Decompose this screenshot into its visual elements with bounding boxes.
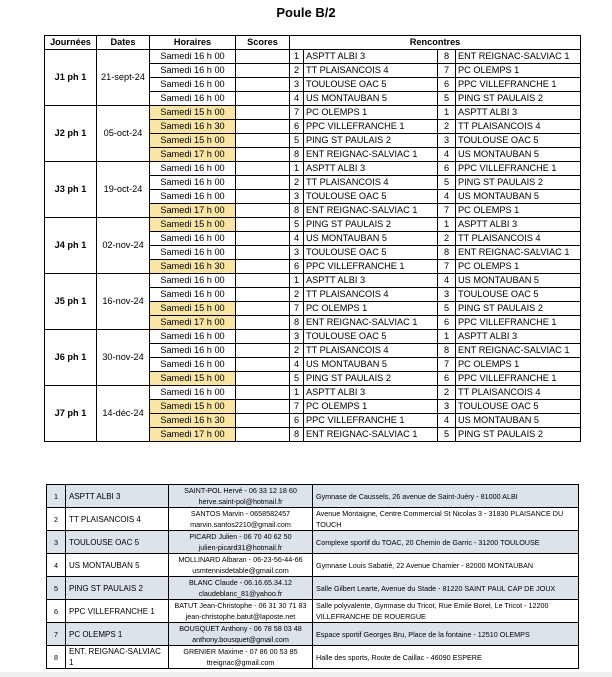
team2-number: 4 <box>438 148 456 162</box>
team2-name: PC OLEMPS 1 <box>456 204 581 218</box>
team2-number: 8 <box>438 50 456 64</box>
round-date: 30-nov-24 <box>97 330 150 386</box>
round-date: 21-sept-24 <box>97 50 150 106</box>
team2-number: 7 <box>438 204 456 218</box>
match-score-cell[interactable] <box>236 274 290 288</box>
round-label: J4 ph 1 <box>45 218 97 274</box>
round-date: 02-nov-24 <box>97 218 150 274</box>
team2-name: PING ST PAULAIS 2 <box>456 92 581 106</box>
match-time: Samedi 16 h 00 <box>150 232 236 246</box>
team2-number: 1 <box>438 330 456 344</box>
team1-name: ASPTT ALBI 3 <box>304 386 438 400</box>
contact-name-phone: GRENIER Maxime - 07 86 00 53 85 <box>183 647 298 656</box>
match-score-cell[interactable] <box>236 330 290 344</box>
match-time: Samedi 15 h 00 <box>150 106 236 120</box>
match-score-cell[interactable] <box>236 288 290 302</box>
match-time: Samedi 17 h 00 <box>150 148 236 162</box>
team2-name: TT PLAISANCOIS 4 <box>456 386 581 400</box>
team2-name: TOULOUSE OAC 5 <box>456 288 581 302</box>
team2-name: ENT REIGNAC-SALVIAC 1 <box>456 246 581 260</box>
match-row <box>45 106 581 120</box>
team1-name: ASPTT ALBI 3 <box>304 50 438 64</box>
team2-name: ASPTT ALBI 3 <box>456 330 581 344</box>
team1-number: 2 <box>290 64 304 78</box>
team2-name: PING ST PAULAIS 2 <box>456 302 581 316</box>
match-score-cell[interactable] <box>236 218 290 232</box>
team1-number: 1 <box>290 274 304 288</box>
contact-row <box>47 577 579 600</box>
match-time: Samedi 15 h 00 <box>150 372 236 386</box>
match-score-cell[interactable] <box>236 344 290 358</box>
team1-number: 8 <box>290 204 304 218</box>
match-row <box>45 218 581 232</box>
contact-name-phone: SAINT-POL Hervé - 06 33 12 18 60 <box>184 486 297 495</box>
team2-number: 2 <box>438 386 456 400</box>
team2-number: 7 <box>438 358 456 372</box>
team2-name: PPC VILLEFRANCHE 1 <box>456 316 581 330</box>
team1-name: TOULOUSE OAC 5 <box>304 330 438 344</box>
match-score-cell[interactable] <box>236 134 290 148</box>
team2-number: 2 <box>438 120 456 134</box>
match-score-cell[interactable] <box>236 358 290 372</box>
team1-name: PC OLEMPS 1 <box>304 302 438 316</box>
team1-number: 1 <box>290 50 304 64</box>
contact-row <box>47 554 579 577</box>
contact-email[interactable]: claudeblanc_81@yahoo.fr <box>198 589 283 598</box>
match-score-cell[interactable] <box>236 400 290 414</box>
team2-name: PING ST PAULAIS 2 <box>456 428 581 442</box>
team1-number: 7 <box>290 106 304 120</box>
match-score-cell[interactable] <box>236 176 290 190</box>
match-score-cell[interactable] <box>236 64 290 78</box>
team2-number: 5 <box>438 302 456 316</box>
contact-team: ENT. REIGNAC-SALVIAC 1 <box>66 646 169 669</box>
match-score-cell[interactable] <box>236 120 290 134</box>
contact-name-phone: MOLLINARD Albaran - 06-23-56-44-66 <box>178 555 303 564</box>
team1-name: ASPTT ALBI 3 <box>304 274 438 288</box>
team1-number: 7 <box>290 400 304 414</box>
team1-name: ENT REIGNAC-SALVIAC 1 <box>304 204 438 218</box>
match-time: Samedi 15 h 00 <box>150 400 236 414</box>
contact-number: 2 <box>47 508 66 531</box>
contacts-body <box>47 485 579 669</box>
team2-name: PPC VILLEFRANCHE 1 <box>456 372 581 386</box>
contact-number: 3 <box>47 531 66 554</box>
team1-name: TT PLAISANCOIS 4 <box>304 64 438 78</box>
match-score-cell[interactable] <box>236 316 290 330</box>
team1-name: TT PLAISANCOIS 4 <box>304 288 438 302</box>
match-score-cell[interactable] <box>236 372 290 386</box>
match-time: Samedi 15 h 00 <box>150 218 236 232</box>
team2-number: 6 <box>438 78 456 92</box>
match-score-cell[interactable] <box>236 50 290 64</box>
match-score-cell[interactable] <box>236 148 290 162</box>
match-time: Samedi 16 h 30 <box>150 260 236 274</box>
round-date: 19-oct-24 <box>97 162 150 218</box>
venue-address: Espace sportif Georges Bru, Place de la fontaine - 12510 OLEMPS <box>313 623 579 646</box>
team1-number: 7 <box>290 302 304 316</box>
match-score-cell[interactable] <box>236 190 290 204</box>
team2-name: PING ST PAULAIS 2 <box>456 176 581 190</box>
team1-name: TT PLAISANCOIS 4 <box>304 344 438 358</box>
contact-email[interactable]: ttreignac@gmail.com <box>206 658 275 667</box>
match-score-cell[interactable] <box>236 232 290 246</box>
header-dates: Dates <box>97 36 150 50</box>
match-row <box>45 162 581 176</box>
match-time: Samedi 16 h 00 <box>150 190 236 204</box>
team1-number: 4 <box>290 92 304 106</box>
team2-number: 6 <box>438 316 456 330</box>
contact-name-phone: PICARD Julien - 06 70 40 62 50 <box>189 532 292 541</box>
team2-number: 1 <box>438 218 456 232</box>
contact-number: 5 <box>47 577 66 600</box>
contact-person <box>169 623 313 646</box>
venue-address: Gymnase Louis Sabatié, 22 Avenue Chamier - 82000 MONTAUBAN <box>313 554 579 577</box>
team2-number: 4 <box>438 274 456 288</box>
match-time: Samedi 15 h 00 <box>150 134 236 148</box>
contacts-table <box>46 484 579 669</box>
team2-number: 4 <box>438 414 456 428</box>
team1-name: TT PLAISANCOIS 4 <box>304 176 438 190</box>
team2-name: US MONTAUBAN 5 <box>456 190 581 204</box>
team2-number: 5 <box>438 428 456 442</box>
match-score-cell[interactable] <box>236 414 290 428</box>
team1-number: 8 <box>290 316 304 330</box>
round-label: J2 ph 1 <box>45 106 97 162</box>
round-label: J5 ph 1 <box>45 274 97 330</box>
team2-name: PC OLEMPS 1 <box>456 260 581 274</box>
contact-email[interactable]: herve.saint-pol@hotmail.fr <box>198 497 283 506</box>
match-row <box>45 274 581 288</box>
team1-number: 5 <box>290 372 304 386</box>
contact-email[interactable]: usmtennisdetable@gmail.com <box>192 566 289 575</box>
team2-name: PPC VILLEFRANCHE 1 <box>456 162 581 176</box>
team1-number: 2 <box>290 288 304 302</box>
team2-name: US MONTAUBAN 5 <box>456 414 581 428</box>
round-date: 14-déc-24 <box>97 386 150 442</box>
match-time: Samedi 16 h 30 <box>150 120 236 134</box>
match-time: Samedi 16 h 00 <box>150 288 236 302</box>
match-time: Samedi 16 h 00 <box>150 176 236 190</box>
contact-person <box>169 531 313 554</box>
team1-number: 3 <box>290 246 304 260</box>
contact-person <box>169 600 313 623</box>
team1-name: PPC VILLEFRANCHE 1 <box>304 414 438 428</box>
contact-team: PPC VILLEFRANCHE 1 <box>66 600 169 623</box>
contact-row <box>47 485 579 508</box>
contact-name-phone: BATUT Jean-Christophe - 06 31 30 71 83 <box>174 601 307 610</box>
match-time: Samedi 16 h 00 <box>150 50 236 64</box>
team2-name: US MONTAUBAN 5 <box>456 148 581 162</box>
team2-number: 3 <box>438 134 456 148</box>
contact-number: 4 <box>47 554 66 577</box>
team1-number: 4 <box>290 358 304 372</box>
contact-row <box>47 508 579 531</box>
venue-address: Salle Gilbert Learte, Avenue du Stade - 81220 SAINT PAUL CAP DE JOUX <box>313 577 579 600</box>
match-time: Samedi 17 h 00 <box>150 316 236 330</box>
team2-name: ASPTT ALBI 3 <box>456 218 581 232</box>
team2-number: 5 <box>438 176 456 190</box>
team2-number: 7 <box>438 260 456 274</box>
contact-team: US MONTAUBAN 5 <box>66 554 169 577</box>
team2-number: 2 <box>438 232 456 246</box>
team1-number: 2 <box>290 344 304 358</box>
team1-name: PPC VILLEFRANCHE 1 <box>304 260 438 274</box>
match-score-cell[interactable] <box>236 106 290 120</box>
team1-number: 3 <box>290 78 304 92</box>
team2-name: ENT REIGNAC-SALVIAC 1 <box>456 344 581 358</box>
contact-email[interactable]: marvin.santos2210@gmail.com <box>190 520 291 529</box>
team1-name: ENT REIGNAC-SALVIAC 1 <box>304 316 438 330</box>
team1-number: 8 <box>290 148 304 162</box>
match-score-cell[interactable] <box>236 302 290 316</box>
team1-name: TOULOUSE OAC 5 <box>304 78 438 92</box>
team1-number: 6 <box>290 414 304 428</box>
team1-number: 2 <box>290 176 304 190</box>
venue-address: Salle polyvalente, Gymnase du Tricot, Rue Emile Borel, Le Tricot - 12200 VILLEFRANCHE DE ROUERGUE <box>313 600 579 623</box>
venue-address: Gymnase de Caussels, 26 avenue de Saint-Juéry - 81000 ALBI <box>313 485 579 508</box>
team2-name: PPC VILLEFRANCHE 1 <box>456 78 581 92</box>
contact-number: 6 <box>47 600 66 623</box>
match-score-cell[interactable] <box>236 386 290 400</box>
team2-number: 3 <box>438 288 456 302</box>
team1-name: US MONTAUBAN 5 <box>304 92 438 106</box>
contact-row <box>47 646 579 669</box>
contact-name-phone: BOUSQUET Anthony - 06 78 58 03 48 <box>179 624 302 633</box>
team1-name: US MONTAUBAN 5 <box>304 358 438 372</box>
round-date: 05-oct-24 <box>97 106 150 162</box>
match-time: Samedi 16 h 00 <box>150 64 236 78</box>
match-score-cell[interactable] <box>236 204 290 218</box>
team1-number: 8 <box>290 428 304 442</box>
team2-number: 8 <box>438 344 456 358</box>
match-row <box>45 386 581 400</box>
match-time: Samedi 16 h 00 <box>150 274 236 288</box>
page-bottom-edge <box>0 672 612 677</box>
contact-email[interactable]: jean-christophe.batut@laposte.net <box>185 612 296 621</box>
round-label: J3 ph 1 <box>45 162 97 218</box>
match-time: Samedi 17 h 00 <box>150 204 236 218</box>
team2-name: TT PLAISANCOIS 4 <box>456 232 581 246</box>
round-date: 16-nov-24 <box>97 274 150 330</box>
team1-number: 6 <box>290 120 304 134</box>
team2-number: 5 <box>438 92 456 106</box>
match-time: Samedi 16 h 00 <box>150 358 236 372</box>
team2-name: TT PLAISANCOIS 4 <box>456 120 581 134</box>
team1-name: TOULOUSE OAC 5 <box>304 246 438 260</box>
team1-name: ENT REIGNAC-SALVIAC 1 <box>304 148 438 162</box>
contact-team: PING ST PAULAIS 2 <box>66 577 169 600</box>
team1-name: TOULOUSE OAC 5 <box>304 190 438 204</box>
match-time: Samedi 16 h 00 <box>150 162 236 176</box>
match-score-cell[interactable] <box>236 78 290 92</box>
team2-name: US MONTAUBAN 5 <box>456 274 581 288</box>
match-score-cell[interactable] <box>236 92 290 106</box>
match-time: Samedi 16 h 00 <box>150 386 236 400</box>
round-label: J1 ph 1 <box>45 50 97 106</box>
contact-number: 7 <box>47 623 66 646</box>
match-row <box>45 50 581 64</box>
team1-number: 5 <box>290 218 304 232</box>
contact-email[interactable]: anthony.bousquet@gmail.com <box>192 635 289 644</box>
team1-number: 4 <box>290 232 304 246</box>
team2-number: 3 <box>438 400 456 414</box>
contact-team: PC OLEMPS 1 <box>66 623 169 646</box>
team1-name: PC OLEMPS 1 <box>304 400 438 414</box>
team2-number: 4 <box>438 190 456 204</box>
match-time: Samedi 15 h 00 <box>150 302 236 316</box>
team2-number: 6 <box>438 372 456 386</box>
team1-name: ASPTT ALBI 3 <box>304 162 438 176</box>
page-title: Poule B/2 <box>276 5 336 20</box>
team2-name: ASPTT ALBI 3 <box>456 106 581 120</box>
contact-name-phone: SANTOS Marvin - 0658582457 <box>190 509 291 518</box>
contact-name-phone: BLANC Claude - 06.16.65.34.12 <box>188 578 293 587</box>
team2-number: 7 <box>438 64 456 78</box>
match-time: Samedi 16 h 00 <box>150 92 236 106</box>
team1-number: 3 <box>290 330 304 344</box>
team2-number: 1 <box>438 106 456 120</box>
contact-person <box>169 554 313 577</box>
team2-name: PC OLEMPS 1 <box>456 64 581 78</box>
contact-team: TOULOUSE OAC 5 <box>66 531 169 554</box>
match-time: Samedi 16 h 00 <box>150 344 236 358</box>
contact-row <box>47 531 579 554</box>
header-rencontres: Rencontres <box>290 36 581 50</box>
match-score-cell[interactable] <box>236 428 290 442</box>
contact-team: TT PLAISANCOIS 4 <box>66 508 169 531</box>
team1-number: 1 <box>290 386 304 400</box>
match-time: Samedi 17 h 00 <box>150 428 236 442</box>
schedule-body <box>45 50 581 442</box>
team1-name: PING ST PAULAIS 2 <box>304 134 438 148</box>
venue-address: Avenue Montaigne, Centre Commercial St Nicolas 3 - 31830 PLAISANCE DU TOUCH <box>313 508 579 531</box>
team1-name: PC OLEMPS 1 <box>304 106 438 120</box>
team2-name: TOULOUSE OAC 5 <box>456 134 581 148</box>
contact-row <box>47 623 579 646</box>
schedule-table <box>44 35 581 442</box>
round-label: J6 ph 1 <box>45 330 97 386</box>
contact-number: 1 <box>47 485 66 508</box>
header-journees: Journées <box>45 36 97 50</box>
match-time: Samedi 16 h 00 <box>150 330 236 344</box>
team1-name: ENT REIGNAC-SALVIAC 1 <box>304 428 438 442</box>
team1-name: PPC VILLEFRANCHE 1 <box>304 120 438 134</box>
contact-email[interactable]: julien-picard31@hotmail.fr <box>198 543 283 552</box>
header-horaires: Horaires <box>150 36 236 50</box>
schedule-header-row <box>45 36 581 50</box>
team1-name: PING ST PAULAIS 2 <box>304 372 438 386</box>
team2-number: 8 <box>438 246 456 260</box>
contact-person <box>169 508 313 531</box>
contact-number: 8 <box>47 646 66 669</box>
contact-person <box>169 577 313 600</box>
contact-row <box>47 600 579 623</box>
team2-name: ENT REIGNAC-SALVIAC 1 <box>456 50 581 64</box>
contact-person <box>169 646 313 669</box>
team2-name: PC OLEMPS 1 <box>456 358 581 372</box>
match-time: Samedi 16 h 00 <box>150 246 236 260</box>
team1-name: PING ST PAULAIS 2 <box>304 218 438 232</box>
team1-number: 5 <box>290 134 304 148</box>
match-score-cell[interactable] <box>236 246 290 260</box>
team1-number: 6 <box>290 260 304 274</box>
match-score-cell[interactable] <box>236 162 290 176</box>
match-score-cell[interactable] <box>236 260 290 274</box>
venue-address: Complexe sportif du TOAC, 20 Chemin de Garric - 31200 TOULOUSE <box>313 531 579 554</box>
team1-name: US MONTAUBAN 5 <box>304 232 438 246</box>
contact-team: ASPTT ALBI 3 <box>66 485 169 508</box>
match-row <box>45 330 581 344</box>
match-time: Samedi 16 h 30 <box>150 414 236 428</box>
team1-number: 3 <box>290 190 304 204</box>
venue-address: Halle des sports, Route de Caillac - 46090 ESPERE <box>313 646 579 669</box>
team2-number: 6 <box>438 162 456 176</box>
round-label: J7 ph 1 <box>45 386 97 442</box>
header-scores: Scores <box>236 36 290 50</box>
match-time: Samedi 16 h 00 <box>150 78 236 92</box>
contact-person <box>169 485 313 508</box>
team2-name: TOULOUSE OAC 5 <box>456 400 581 414</box>
team1-number: 1 <box>290 162 304 176</box>
